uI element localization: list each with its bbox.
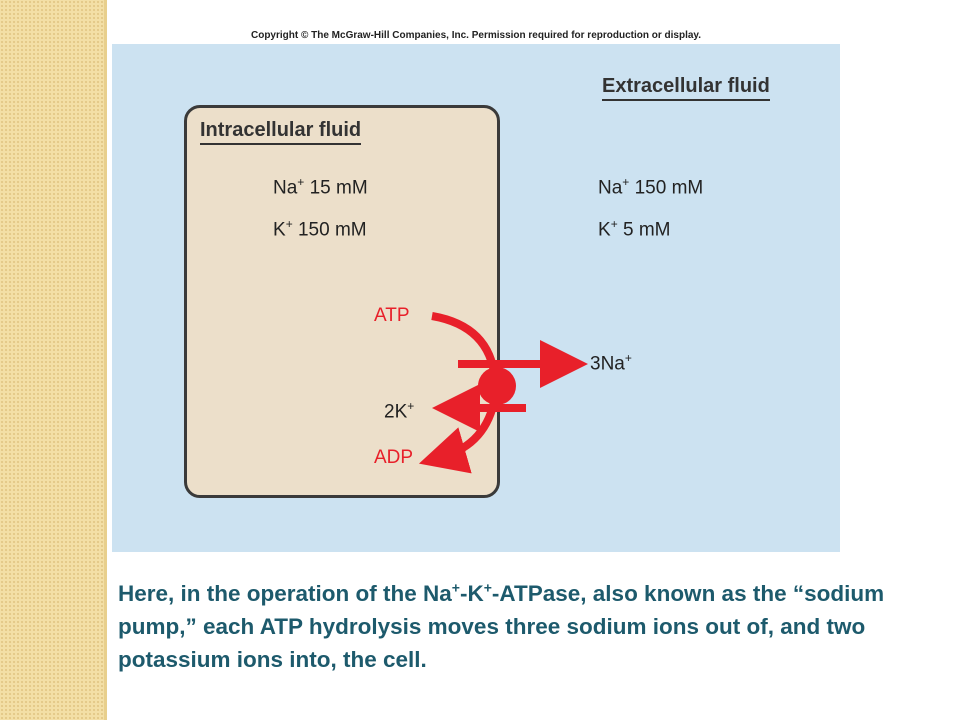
extracellular-na-concentration: Na+ 150 mM (598, 175, 704, 199)
atp-curve (432, 316, 495, 379)
pump-diagram (112, 44, 840, 552)
adp-label: ADP (374, 447, 414, 468)
atp-label: ATP (374, 305, 410, 326)
intracellular-k-concentration: K+ 150 mM (273, 217, 367, 241)
extracellular-heading: Extracellular fluid (602, 74, 770, 101)
sodium-pump-figure (112, 44, 840, 552)
caption-text: Here, in the operation of the Na+-K+-ATPase, also known as the “sodium pump,” each ATP hydrolysis moves three sodium ions out of, and two potassium ions into, the cell. (118, 579, 885, 672)
intracellular-na-concentration: Na+ 15 mM (273, 175, 368, 199)
na-out-label: 3Na+ (590, 351, 632, 375)
decorative-sidebar (0, 0, 104, 720)
extracellular-k-concentration: K+ 5 mM (598, 217, 671, 241)
copyright-notice: Copyright © The McGraw-Hill Companies, Inc. Permission required for reproduction or display. (250, 30, 702, 41)
k-in-label: 2K+ (384, 399, 415, 423)
pump-enzyme (478, 367, 516, 405)
sidebar-edge (104, 0, 107, 720)
intracellular-heading: Intracellular fluid (200, 118, 361, 145)
